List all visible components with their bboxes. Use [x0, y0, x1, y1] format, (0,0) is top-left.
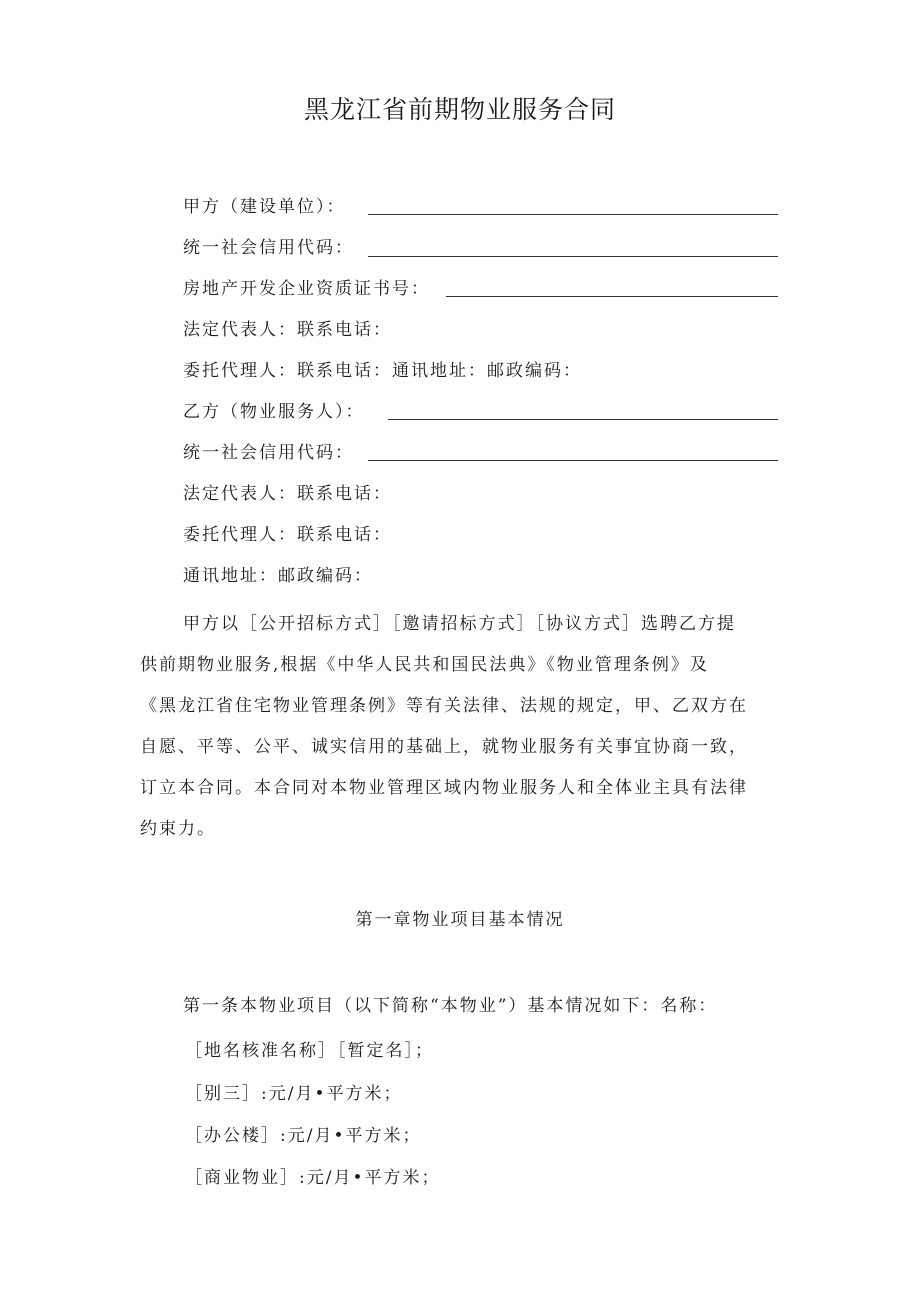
- document-title: 黑龙江省前期物业服务合同: [303, 95, 616, 124]
- party-b-name-label: 乙方（物业服务人）：: [183, 402, 365, 422]
- party-a-legal-rep-label: 法定代表人：联系电话：: [183, 320, 392, 340]
- party-b-credit-code-blank: [368, 460, 778, 461]
- article-one-item: ［地名核准名称］［暂定名］；: [185, 1041, 434, 1061]
- article-one-item: ［商业物业］:元/月•平方米；: [185, 1168, 441, 1188]
- preamble-line: 《黑龙江省住宅物业管理条例》等有关法律、法规的规定，甲、乙双方在: [140, 696, 748, 716]
- party-a-name-label: 甲方（建设单位）：: [183, 197, 346, 217]
- article-one-item: ［办公楼］:元/月•平方米；: [185, 1126, 422, 1146]
- party-b-legal-rep-label: 法定代表人：联系电话：: [183, 484, 392, 504]
- preamble-line: 自愿、平等、公平、诚实信用的基础上，就物业服务有关事宜协商一致，: [140, 737, 748, 757]
- preamble-line: 甲方以［公开招标方式］［邀请招标方式］［协议方式］选聘乙方提: [183, 614, 736, 634]
- party-a-license-label: 房地产开发企业资质证书号：: [183, 279, 430, 299]
- article-one-intro: 第一条本物业项目（以下简称“本物业”）基本情况如下：名称：: [183, 996, 718, 1016]
- party-a-credit-code-label: 统一社会信用代码：: [183, 238, 354, 258]
- chapter-one-heading: 第一章物业项目基本情况: [355, 910, 565, 930]
- party-a-agent-label: 委托代理人：联系电话：通讯地址：邮政编码：: [183, 361, 582, 381]
- preamble-line: 供前期物业服务,根据《中华人民共和国民法典》《物业管理条例》及: [140, 655, 709, 675]
- preamble-paragraph: [140, 604, 782, 850]
- party-a-credit-code-blank: [368, 256, 778, 257]
- party-a-name-blank: [368, 214, 778, 215]
- party-a-license-blank: [446, 296, 778, 297]
- party-b-name-blank: [388, 419, 778, 420]
- party-b-address-label: 通讯地址：邮政编码：: [183, 566, 373, 586]
- party-b-agent-label: 委托代理人：联系电话：: [183, 525, 392, 545]
- article-one-item: ［别三］:元/月•平方米；: [185, 1084, 403, 1104]
- preamble-line: 订立本合同。本合同对本物业管理区域内物业服务人和全体业主具有法律: [140, 778, 748, 798]
- preamble-line: 约束力。: [140, 819, 216, 839]
- party-b-credit-code-label: 统一社会信用代码：: [183, 443, 354, 463]
